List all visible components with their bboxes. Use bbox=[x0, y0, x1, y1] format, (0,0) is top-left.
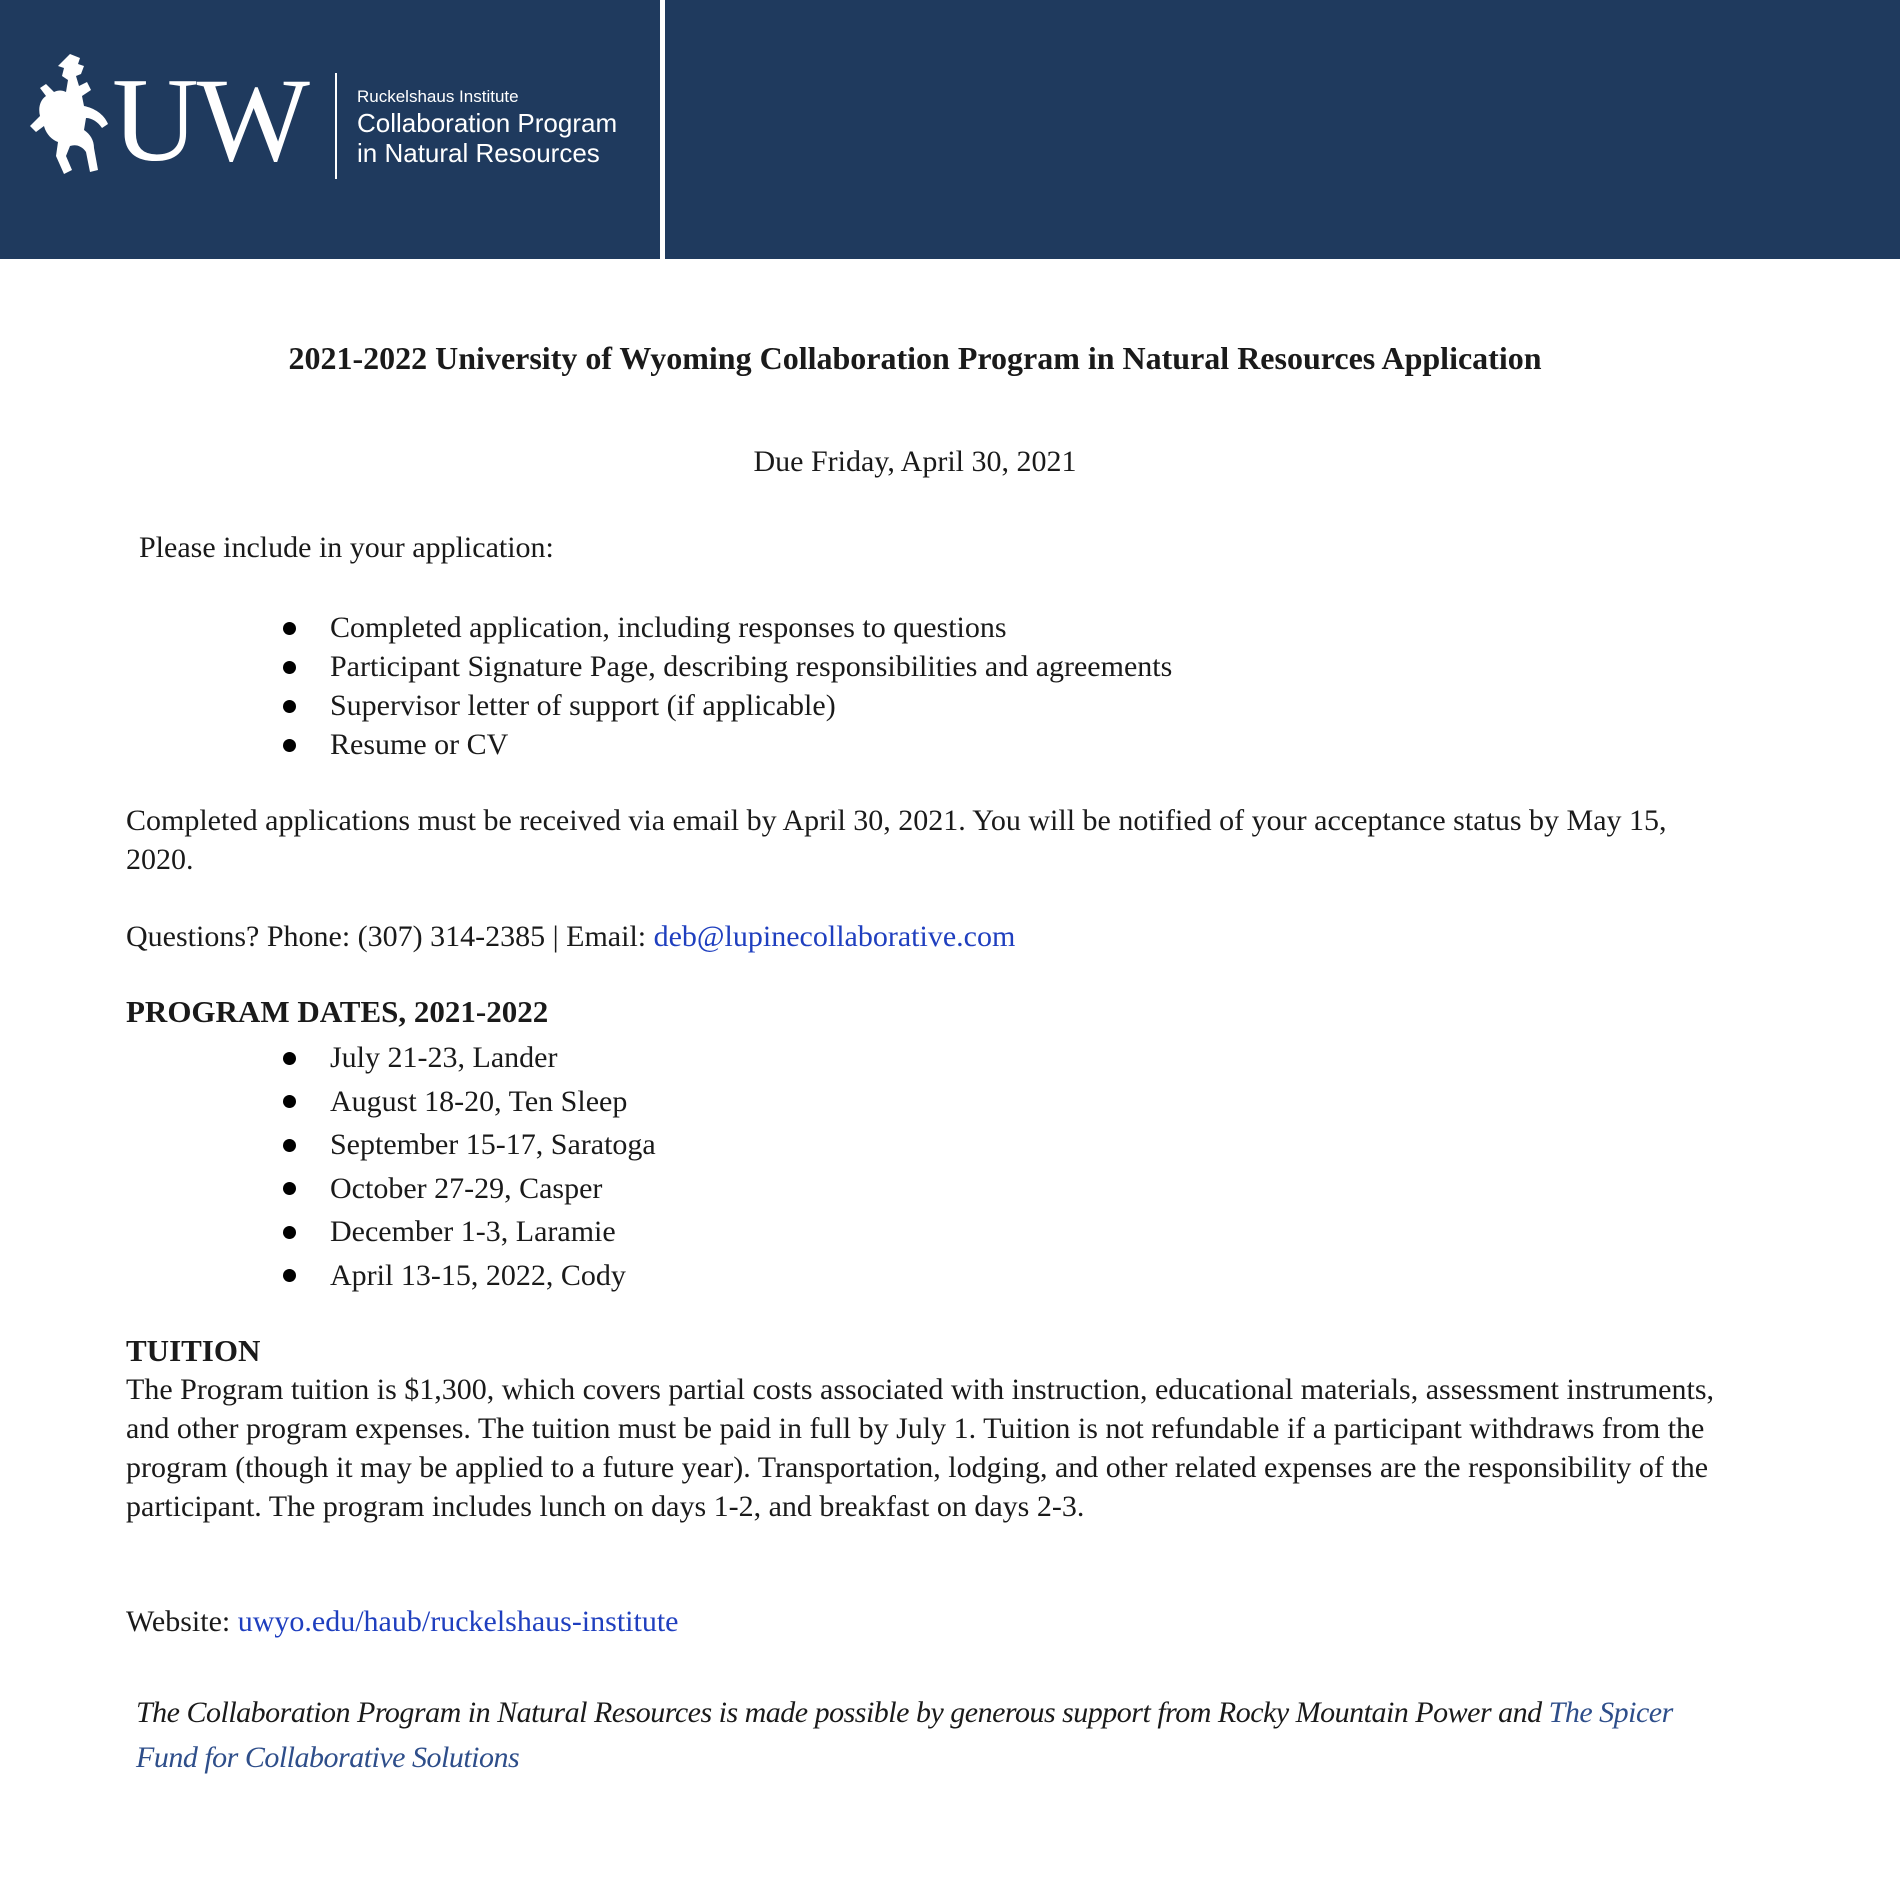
list-item: September 15-17, Saratoga bbox=[273, 1123, 656, 1167]
footer-note bbox=[136, 1690, 1696, 1780]
questions-line bbox=[126, 917, 1015, 956]
received-paragraph: Completed applications must be received via email by April 30, 2021. You will be notified of your acceptance status by May 15, 2020. bbox=[126, 804, 1667, 876]
bucking-horse-logo-icon bbox=[26, 52, 116, 197]
bullet-icon bbox=[283, 1139, 296, 1152]
bullet-icon bbox=[283, 1095, 296, 1108]
list-item: Supervisor letter of support (if applicable) bbox=[273, 686, 1172, 725]
due-date: Due Friday, April 30, 2021 bbox=[753, 445, 1077, 478]
list-item: July 21-23, Lander bbox=[273, 1036, 656, 1080]
program-name-line2: in Natural Resources bbox=[357, 138, 600, 168]
website-link[interactable]: uwyo.edu/haub/ruckelshaus-institute bbox=[237, 1605, 679, 1638]
header-banner bbox=[0, 0, 1900, 259]
institute-name: Ruckelshaus Institute bbox=[357, 87, 519, 106]
bullet-icon bbox=[283, 622, 296, 635]
list-item: August 18-20, Ten Sleep bbox=[273, 1080, 656, 1124]
program-dates-list bbox=[273, 1036, 656, 1297]
include-intro: Please include in your application: bbox=[139, 531, 554, 564]
bullet-icon bbox=[283, 661, 296, 674]
list-item: April 13-15, 2022, Cody bbox=[273, 1254, 656, 1298]
tuition-heading: TUITION bbox=[126, 1333, 261, 1368]
bullet-icon bbox=[283, 739, 296, 752]
header-divider bbox=[660, 0, 665, 259]
program-name-line1: Collaboration Program bbox=[357, 108, 618, 138]
list-item: December 1-3, Laramie bbox=[273, 1210, 656, 1254]
bullet-icon bbox=[283, 1226, 296, 1239]
logo-text bbox=[357, 86, 617, 168]
bullet-icon bbox=[283, 1052, 296, 1065]
website-line bbox=[126, 1602, 678, 1641]
spicer-fund-link[interactable]: The Spicer Fund for Collaborative Solutions bbox=[136, 1696, 1673, 1774]
include-list bbox=[273, 608, 1172, 764]
list-item: Participant Signature Page, describing responsibilities and agreements bbox=[273, 647, 1172, 686]
list-item: Completed application, including responses to questions bbox=[273, 608, 1172, 647]
website-label: Website: bbox=[126, 1605, 238, 1638]
questions-label: Questions? Phone: (307) 314-2385 | Email: bbox=[126, 920, 654, 953]
list-item: Resume or CV bbox=[273, 725, 1172, 764]
email-link[interactable]: deb@lupinecollaborative.com bbox=[653, 920, 1016, 953]
program-dates-heading: PROGRAM DATES, 2021-2022 bbox=[126, 994, 549, 1029]
list-item: October 27-29, Casper bbox=[273, 1167, 656, 1211]
tuition-paragraph: The Program tuition is $1,300, which covers partial costs associated with instruction, educational materials, assessment instruments, and other program expenses. The tuition must be paid in full by July 1. Tuition is not refundable if a participant withdraws from the program (though it may be applied to a future year). Transportation, lodging, and other related expenses are the responsibility of the participant. The program includes lunch on days 1-2, and breakfast on days 2-3. bbox=[126, 1373, 1715, 1523]
logo-divider bbox=[335, 73, 337, 179]
bullet-icon bbox=[283, 700, 296, 713]
bullet-icon bbox=[283, 1182, 296, 1195]
uw-logo-letters: UW bbox=[112, 53, 308, 186]
bullet-icon bbox=[283, 1269, 296, 1282]
page-title: 2021-2022 University of Wyoming Collaboration Program in Natural Resources Application bbox=[288, 340, 1542, 376]
footer-text: The Collaboration Program in Natural Resources is made possible by generous support from Rocky Mountain Power and bbox=[136, 1696, 1549, 1729]
